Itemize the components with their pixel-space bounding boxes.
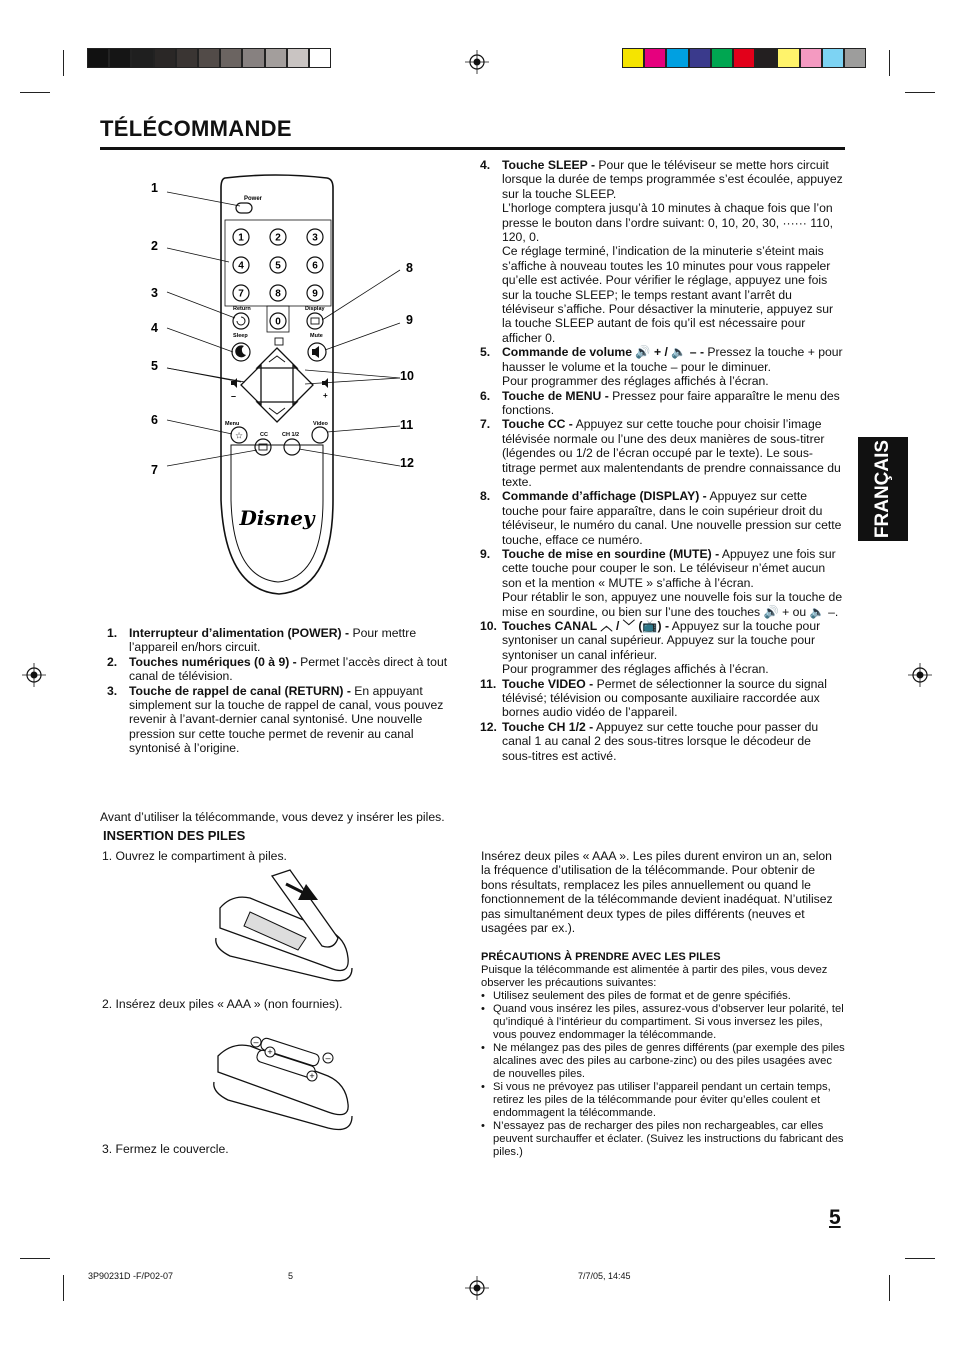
digit-label: 9	[312, 288, 318, 300]
color-swatch	[844, 48, 866, 68]
item-extra: Pour programmer des réglages affichés à l’écran.	[502, 662, 769, 677]
sleep-label: Sleep	[233, 333, 248, 339]
color-swatch	[309, 48, 331, 68]
function-item	[107, 626, 455, 655]
function-item	[480, 158, 844, 345]
svg-text:☆: ☆	[234, 431, 244, 442]
callout-12: 12	[400, 456, 414, 470]
svg-text:–: –	[325, 1053, 331, 1063]
color-swatch	[131, 48, 153, 68]
registration-mark-icon	[908, 663, 932, 687]
function-item	[480, 345, 844, 388]
color-swatch	[622, 48, 644, 68]
plus-sign: +	[323, 391, 328, 400]
item-title: Touche de rappel de canal (RETURN) -	[129, 683, 351, 698]
crop-mark	[889, 50, 890, 76]
function-item	[107, 655, 455, 684]
callout-11: 11	[400, 418, 414, 432]
item-title: Commande d’affichage (DISPLAY) -	[502, 489, 707, 504]
digit-label: 4	[238, 260, 244, 272]
return-label: Return	[233, 306, 251, 312]
precaution-item: • Si vous ne prévoyez pas utiliser l’appareil pendant un certain temps, retirez les piles de la télécommande pour éviter qu’elles coulent et endommagent la télécommande.	[481, 1081, 845, 1120]
function-item	[480, 389, 844, 418]
digit-label: 1	[238, 232, 244, 244]
color-swatch	[711, 48, 733, 68]
item-number: 12.	[480, 719, 497, 734]
menu-label: Menu	[225, 421, 240, 427]
footer-date: 7/7/05, 14:45	[578, 1271, 631, 1281]
color-swatch	[755, 48, 777, 68]
item-extra: Pour programmer des réglages affichés à l’écran.	[502, 374, 769, 389]
item-text: En appuyant simplement sur la touche de rappel de canal, vous pouvez revenir à l’avant-dernier canal syntonisé. Une nouvelle pression sur cette touche permet de revenir au canal syntonisé à l’origine.	[129, 683, 444, 756]
callout-4: 4	[151, 321, 158, 335]
item-title: Touche SLEEP -	[502, 158, 595, 172]
item-text: Appuyez sur la touche pour syntoniser un canal supérieur. Appuyez sur la touche pour syntoniser un canal inférieur.	[502, 619, 821, 662]
power-label: Power	[244, 196, 263, 202]
crop-mark	[20, 92, 50, 93]
color-swatch	[265, 48, 287, 68]
item-extra: L’horloge comptera jusqu’à 10 minutes à chaque fois que l’on presse le bouton dans l’ordre suivant: 0, 10, 20, 30, ······ 110, 120, 0.	[502, 201, 834, 245]
svg-text:–: –	[253, 1037, 259, 1047]
item-text: Appuyez une fois sur cette touche pour couper le son. Le téléviseur n’émet aucun son et la mention « MUTE » s’affiche à l’écran.	[502, 546, 836, 590]
digit-label: 8	[275, 288, 281, 300]
color-swatch	[287, 48, 309, 68]
item-title: Interrupteur d’alimentation (POWER) -	[129, 626, 350, 640]
item-number: 9.	[480, 546, 491, 561]
crop-mark	[905, 1258, 935, 1259]
color-swatch	[822, 48, 844, 68]
crop-mark	[20, 1258, 50, 1259]
callout-7: 7	[151, 463, 158, 477]
battery-paragraph: Insérez deux piles « AAA ». Les piles durent environ un an, selon la fréquence d’utilisation de la télécommande. Pour obtenir de bons résultats, remplacez les piles annuellement ou quand le fonctionnement de la télécommande devient inadéquat. N’utilisez pas simultanément deux types de piles différents (neuves et usagées par ex.).	[481, 849, 833, 936]
item-title: Touche CC -	[502, 417, 573, 432]
color-swatch	[644, 48, 666, 68]
item-text: Permet de sélectionner la source du signal télévisé; télévision ou composante auxiliaire raccordée aux bornes audio vidéo de l’appareil.	[502, 676, 827, 720]
item-title: Touche CH 1/2 -	[502, 719, 594, 734]
battery-step-2: 2. Insérez deux piles « AAA » (non fournies).	[102, 997, 343, 1011]
item-number: 6.	[480, 388, 491, 403]
minus-sign: –	[231, 391, 237, 401]
digit-label: 5	[275, 260, 281, 272]
item-text: Pressez la touche + pour hausser le volume et la touche – pour le diminuer.	[502, 345, 843, 374]
ch12-label: CH 1/2	[282, 432, 300, 438]
registration-mark-icon	[22, 663, 46, 687]
digit-label: 2	[275, 232, 281, 244]
callout-2: 2	[151, 239, 158, 253]
item-number: 11.	[480, 676, 497, 691]
item-title: Touches numériques (0 à 9) -	[129, 654, 297, 669]
item-text: Permet l’accès direct à tout canal de télévision.	[129, 654, 448, 684]
mute-label: Mute	[310, 333, 323, 339]
language-tab	[858, 437, 908, 541]
display-label: Display	[305, 306, 325, 312]
registration-mark-icon	[465, 1276, 489, 1300]
item-text: Pressez pour faire apparaître le menu des fonctions.	[502, 388, 840, 417]
precautions-intro: Puisque la télécommande est alimentée à partir des piles, vous devez observer les précautions suivantes:	[481, 964, 828, 989]
color-swatch	[198, 48, 220, 68]
crop-mark	[905, 92, 935, 93]
cc-label: CC	[260, 432, 268, 438]
callout-1: 1	[151, 181, 158, 195]
footer-code: 3P90231D -F/P02-07	[88, 1271, 174, 1281]
battery-cover-open-illustration	[210, 868, 360, 986]
color-swatch	[800, 48, 822, 68]
color-swatch	[220, 48, 242, 68]
battery-step-1: 1. Ouvrez le compartiment à piles.	[102, 849, 287, 863]
item-number: 10.	[480, 619, 497, 633]
crop-mark	[889, 1275, 890, 1301]
precaution-item: • Utilisez seulement des piles de format et de genre spécifiés.	[481, 990, 845, 1003]
page-title: TÉLÉCOMMANDE	[100, 116, 292, 141]
callout-3: 3	[151, 286, 158, 300]
item-number: 7.	[480, 417, 491, 432]
item-title: Touche de MENU -	[502, 388, 609, 403]
function-item	[480, 417, 844, 489]
page-number: 5	[829, 1206, 841, 1229]
crop-mark	[63, 1275, 64, 1301]
function-item	[480, 547, 844, 619]
color-swatch	[689, 48, 711, 68]
item-extra: Ce réglage terminé, l’indication de la minuterie s’éteint mais s’affiche à nouveau toutes les 10 minutes pour vous rappeler qu’elle est activée. Pour vérifier le réglage, appuyez une fois sur la touche SLEEP; le temps restant avant l’arrêt du téléviseur s’affiche. Pour désactiver la minuterie, appuyez sur la touche SLEEP autant de fois qu’il est nécessaire pour afficher 0.	[502, 244, 834, 345]
function-item	[480, 489, 844, 547]
color-swatch	[666, 48, 688, 68]
function-item	[480, 720, 844, 763]
function-item	[107, 684, 455, 756]
callout-6: 6	[151, 413, 158, 427]
digit-label: 6	[312, 260, 318, 272]
digit-label: 7	[238, 288, 244, 300]
right-function-list	[480, 158, 844, 763]
precaution-item: • N’essayez pas de recharger des piles non rechargeables, car elles peuvent surchauffer et éclater. (Suivez les instructions du fabricant des piles.)	[481, 1120, 845, 1159]
svg-text:+: +	[309, 1071, 315, 1081]
function-item	[480, 677, 844, 720]
color-swatch	[733, 48, 755, 68]
item-title: Touche VIDEO -	[502, 676, 594, 691]
item-title: Touches CANAL ︿ / ﹀ (📺) -	[502, 619, 670, 633]
digit-label: 3	[312, 232, 318, 244]
disney-logo: Disney	[239, 506, 315, 530]
item-number: 1.	[107, 626, 118, 640]
item-number: 3.	[107, 683, 118, 698]
item-number: 8.	[480, 489, 491, 504]
svg-text:+: +	[267, 1047, 273, 1057]
item-text: Appuyez sur cette touche pour passer du canal 1 au canal 2 des sous-titres lorsque le décodeur de sous-titres est activé.	[502, 719, 819, 763]
callout-5: 5	[151, 359, 158, 373]
item-number: 4.	[480, 158, 491, 172]
callout-9: 9	[406, 313, 413, 327]
callout-10: 10	[400, 369, 414, 383]
color-swatch	[777, 48, 799, 68]
item-number: 5.	[480, 345, 491, 360]
function-item	[480, 619, 844, 677]
item-title: Commande de volume 🔊 + / 🔈 – -	[502, 345, 705, 360]
digit-label: 0	[275, 316, 281, 328]
registration-mark-icon	[465, 50, 489, 74]
footer-page: 5	[288, 1271, 294, 1281]
title-rule	[100, 147, 845, 150]
remote-illustration	[145, 170, 430, 620]
item-text: Pour mettre l’appareil en/hors circuit.	[129, 626, 417, 655]
color-swatch	[242, 48, 264, 68]
color-swatch	[87, 48, 109, 68]
callout-8: 8	[406, 261, 413, 275]
item-title: Touche de mise en sourdine (MUTE) -	[502, 546, 720, 561]
precaution-item: • Quand vous insérez les piles, assurez-vous d’observer leur polarité, tel qu’indiqué à l’intérieur du compartiment. Si vous inversez les piles, vous pouvez endommager la télécommande.	[481, 1003, 845, 1042]
crop-mark	[63, 50, 64, 76]
item-text: Pour que le téléviseur se mette hors circuit lorsque la durée de temps programmée s’est écoulée, appuyez sur la touche SLEEP.	[502, 158, 843, 201]
left-function-list	[107, 626, 455, 756]
item-extra: Pour rétablir le son, appuyez une nouvelle fois sur la touche de mise en sourdine, ou bien sur l’une des touches 🔊 + ou 🔈 –.	[502, 590, 843, 619]
color-swatch	[176, 48, 198, 68]
battery-step-3: 3. Fermez le couvercle.	[102, 1142, 229, 1156]
video-label: Video	[313, 421, 328, 427]
battery-insert-illustration	[210, 1024, 360, 1136]
item-text: Appuyez sur cette touche pour faire apparaître, dans le coin supérieur droit du téléviseur, le numéro du canal. Une nouvelle pression sur cette touche, efface ce numéro.	[502, 489, 842, 547]
precautions-heading: PRÉCAUTIONS À PRENDRE AVEC LES PILES	[481, 951, 721, 963]
precaution-item: • Ne mélangez pas des piles de genres différents (par exemple des piles alcalines avec des piles au carbone-zinc) ou des piles usagées avec de nouvelles piles.	[481, 1042, 845, 1081]
color-swatch	[109, 48, 131, 68]
item-number: 2.	[107, 654, 118, 669]
precautions-list	[481, 990, 845, 1159]
color-swatch	[154, 48, 176, 68]
battery-heading: INSERTION DES PILES	[103, 828, 246, 843]
item-text: Appuyez sur cette touche pour choisir l’image télévisée normale ou l’une des deux manières de sous-titrer (légendes ou 1/2 de l’écran occupé par le texte). Le sous-titrage permet aux malentendants de prendre connaissance du texte.	[502, 417, 841, 489]
battery-intro: Avant d’utiliser la télécommande, vous devez y insérer les piles.	[100, 810, 445, 824]
language-label: FRANÇAIS	[872, 439, 893, 539]
